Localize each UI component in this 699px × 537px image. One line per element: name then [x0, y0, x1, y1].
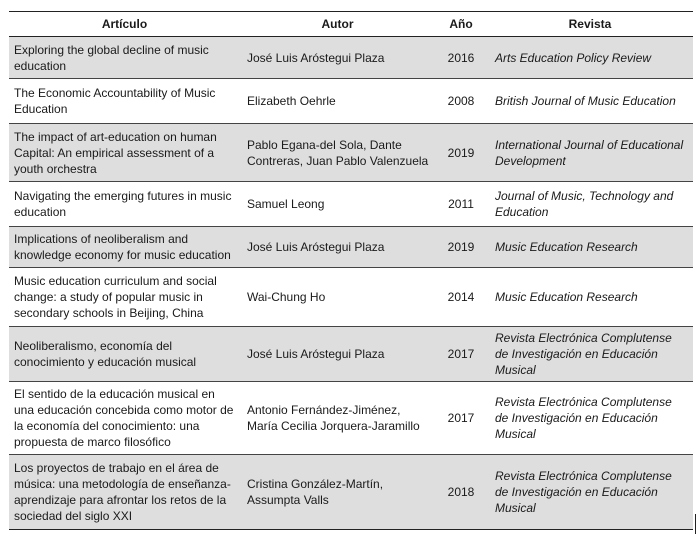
cell-articulo: Exploring the global decline of music education — [9, 37, 240, 79]
cell-anio: 2019 — [435, 227, 487, 268]
cell-autor: Antonio Fernández-Jiménez, María Cecilia Jorquera-Jaramillo — [240, 382, 435, 455]
table-row — [9, 227, 693, 268]
cell-articulo: Music education curriculum and social change: a study of popular music in secondary schools in Beijing, China — [9, 268, 240, 327]
cell-anio: 2016 — [435, 37, 487, 79]
cell-anio: 2018 — [435, 455, 487, 530]
cell-anio: 2011 — [435, 182, 487, 227]
cell-articulo: Los proyectos de trabajo en el área de música: una metodología de enseñanza-aprendizaje para afrontar los retos de la sociedad del siglo XXI — [9, 455, 240, 530]
table-row — [9, 382, 693, 455]
cell-anio: 2019 — [435, 124, 487, 182]
header-anio: Año — [435, 12, 487, 37]
table-row — [9, 268, 693, 327]
cell-revista: Music Education Research — [487, 227, 693, 268]
cell-articulo: Navigating the emerging futures in music education — [9, 182, 240, 227]
cell-anio: 2017 — [435, 382, 487, 455]
cell-autor: Elizabeth Oehrle — [240, 79, 435, 124]
cell-revista: Revista Electrónica Complutense de Investigación en Educación Musical — [487, 382, 693, 455]
articles-table — [9, 11, 693, 530]
cell-revista: Music Education Research — [487, 268, 693, 327]
cell-autor: José Luis Aróstegui Plaza — [240, 227, 435, 268]
cell-revista: Journal of Music, Technology and Education — [487, 182, 693, 227]
cell-articulo: Implications of neoliberalism and knowledge economy for music education — [9, 227, 240, 268]
header-articulo: Artículo — [9, 12, 240, 37]
cell-articulo: The impact of art-education on human Capital: An empirical assessment of a youth orchestra — [9, 124, 240, 182]
cell-revista: Revista Electrónica Complutense de Investigación en Educación Musical — [487, 455, 693, 530]
cell-autor: Samuel Leong — [240, 182, 435, 227]
table-row — [9, 455, 693, 530]
cell-autor: Pablo Egana-del Sola, Dante Contreras, Juan Pablo Valenzuela — [240, 124, 435, 182]
cell-anio: 2014 — [435, 268, 487, 327]
header-autor: Autor — [240, 12, 435, 37]
cell-revista: Revista Electrónica Complutense de Investigación en Educación Musical — [487, 327, 693, 382]
cell-anio: 2017 — [435, 327, 487, 382]
header-revista: Revista — [487, 12, 693, 37]
text-cursor-mark — [695, 514, 696, 534]
cell-revista: Arts Education Policy Review — [487, 37, 693, 79]
table-row — [9, 37, 693, 79]
cell-articulo: Neoliberalismo, economía del conocimiento y educación musical — [9, 327, 240, 382]
cell-autor: Wai-Chung Ho — [240, 268, 435, 327]
cell-revista: British Journal of Music Education — [487, 79, 693, 124]
cell-articulo: El sentido de la educación musical en una educación concebida como motor de la economía del conocimiento: una propuesta de marco filosófico — [9, 382, 240, 455]
table-row — [9, 327, 693, 382]
table-row — [9, 79, 693, 124]
table-row — [9, 124, 693, 182]
table-row — [9, 182, 693, 227]
cell-autor: Cristina González-Martín, Assumpta Valls — [240, 455, 435, 530]
cell-revista: International Journal of Educational Development — [487, 124, 693, 182]
header-row — [9, 12, 693, 37]
cell-autor: José Luis Aróstegui Plaza — [240, 37, 435, 79]
cell-autor: José Luis Aróstegui Plaza — [240, 327, 435, 382]
cell-articulo: The Economic Accountability of Music Education — [9, 79, 240, 124]
cell-anio: 2008 — [435, 79, 487, 124]
